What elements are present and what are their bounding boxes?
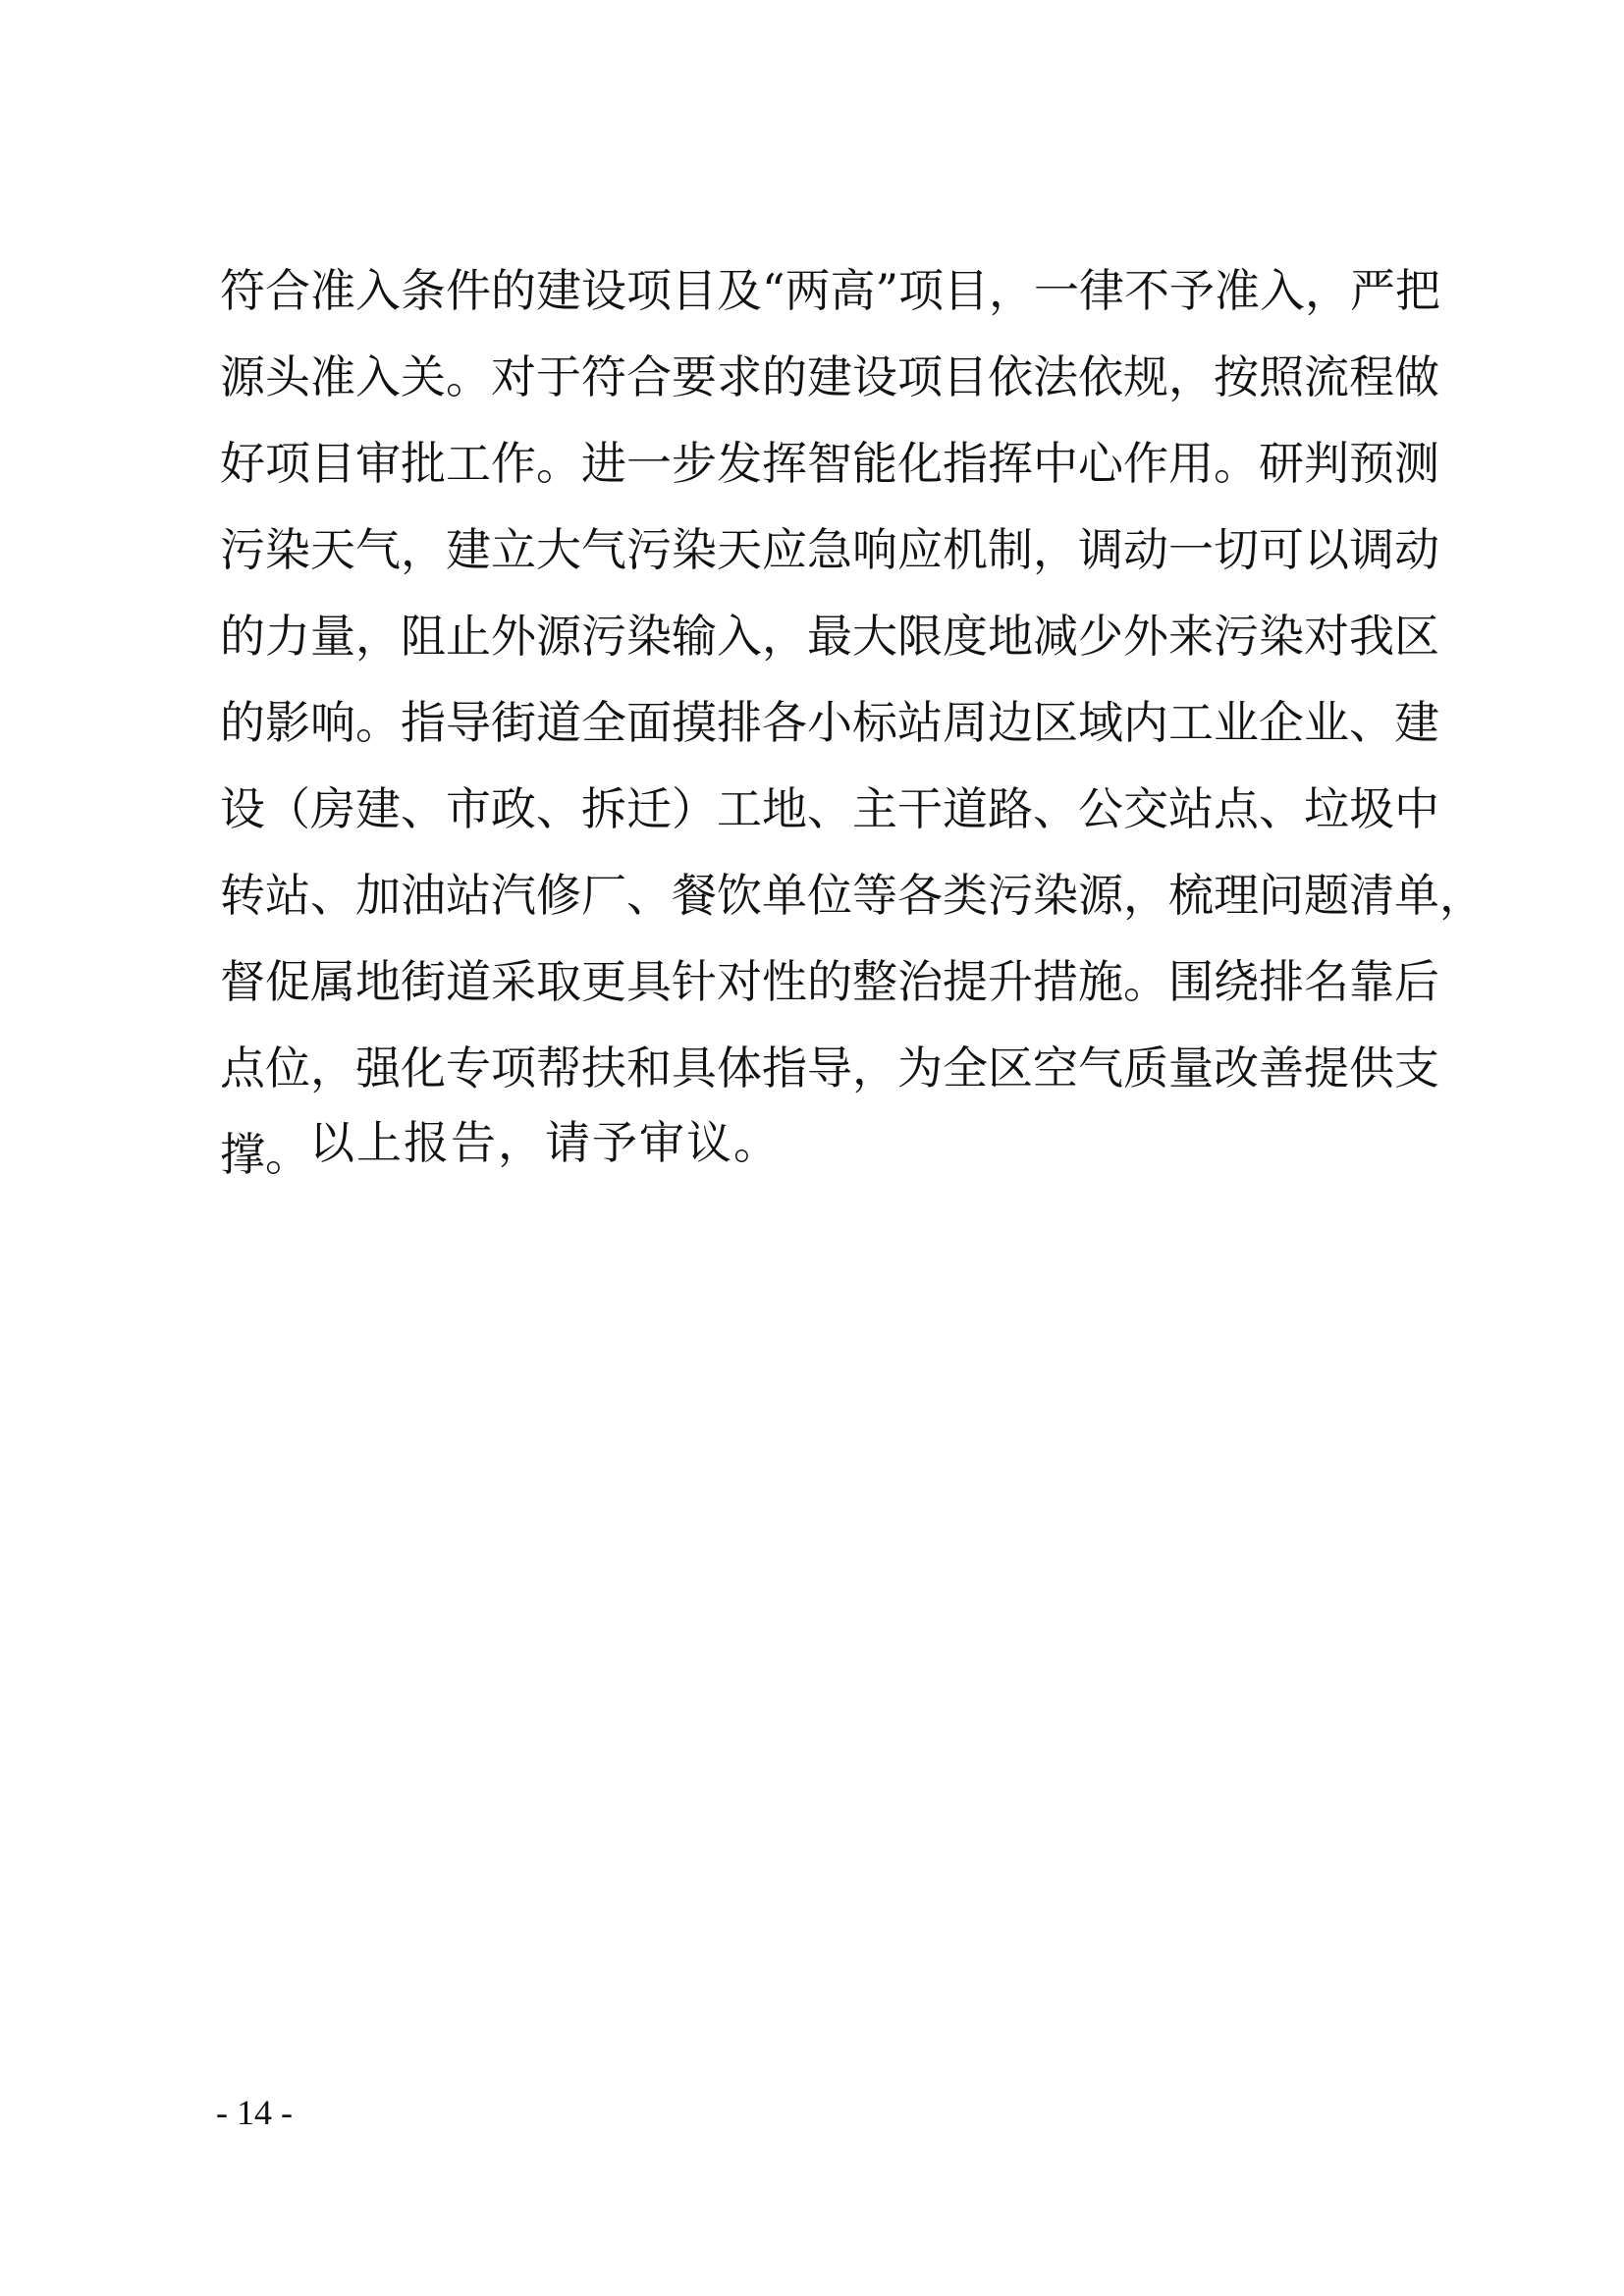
paragraph-line-3: 好项目审批工作。进一步发挥智能化指挥中心作用。研判预测 [220, 437, 1439, 490]
page-number: - 14 - [216, 2093, 293, 2132]
paragraph-line-5: 的力量，阻止外源污染输入，最大限度地减少外来污染对我区 [220, 610, 1439, 663]
paragraph-line-4: 污染天气，建立大气污染天应急响应机制，调动一切可以调动 [220, 523, 1439, 576]
paragraph-line-9: 督促属地街道采取更具针对性的整治提升措施。围绕排名靠后 [220, 955, 1439, 1008]
paragraph-line-10: 点位，强化专项帮扶和具体指导，为全区空气质量改善提供支 [220, 1041, 1439, 1095]
paragraph-line-2: 源头准入关。对于符合要求的建设项目依法依规，按照流程做 [220, 350, 1439, 403]
paragraph-line-6: 的影响。指导街道全面摸排各小标站周边区域内工业企业、建 [220, 696, 1439, 749]
paragraph-line-7: 设（房建、市政、拆迁）工地、主干道路、公交站点、垃圾中 [220, 782, 1439, 835]
closing-line: 以上报告，请予审议。 [309, 1116, 781, 1169]
paragraph-line-1: 符合准入条件的建设项目及“两高”项目，一律不予准入，严把 [220, 264, 1441, 317]
paragraph-line-11: 撑。 [220, 1128, 310, 1181]
body-paragraph [220, 247, 1485, 1198]
paragraph-line-8: 转站、加油站汽修厂、餐饮单位等各类污染源，梳理问题清单， [220, 869, 1485, 922]
